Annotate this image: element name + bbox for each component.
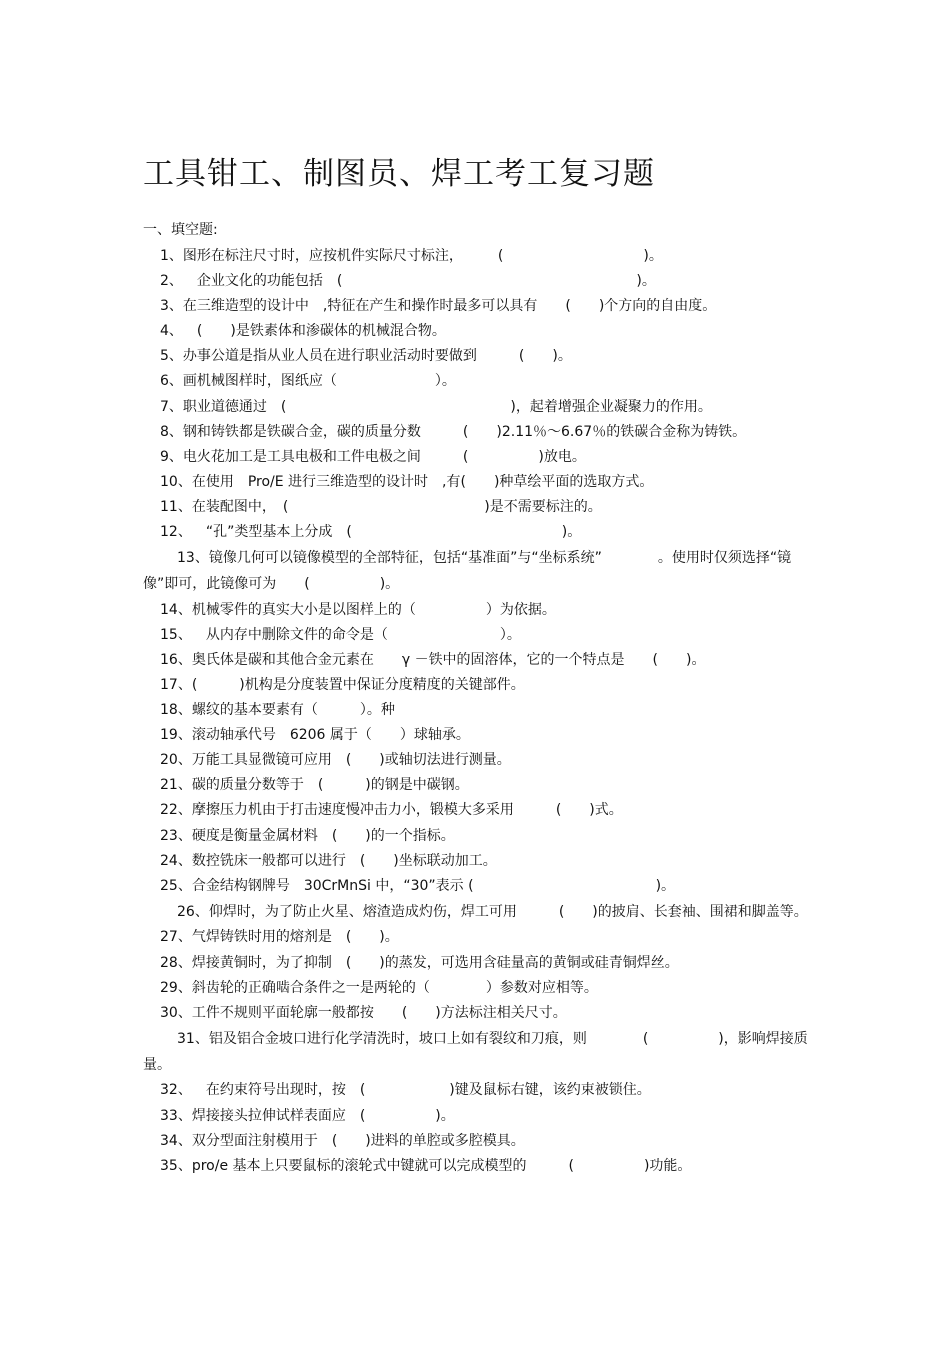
question-item — [143, 598, 808, 623]
question-number: 6、 — [160, 373, 183, 390]
question-item — [143, 520, 808, 545]
question-text: 摩擦压力机由于打击速度慢冲击力小，锻模大多采用 ( )式。 — [191, 802, 623, 819]
question-item — [143, 849, 808, 874]
question-number: 18、 — [160, 702, 192, 719]
question-number: 33、 — [160, 1107, 192, 1124]
question-text: “孔”类型基本上分成 ( )。 — [191, 524, 582, 541]
question-item — [143, 445, 808, 470]
question-number: 1、 — [160, 248, 183, 264]
question-text: 钢和铸铁都是铁碳合金，碳的质量分数 ( )2.11％～6.67％的铁碳合金称为铸铁。 — [182, 423, 747, 440]
question-item — [143, 1104, 808, 1129]
question-item — [143, 1001, 808, 1026]
question-item — [143, 244, 808, 269]
question-item — [143, 824, 808, 849]
question-text: 镜像几何可以镜像模型的全部特征，包括“基准面”与“坐标系统” 。使用时仅须选择“镜像”即可，此镜像可为 ( )。 — [143, 550, 792, 593]
question-item — [143, 723, 808, 748]
question-text: 在约束符号出现时，按 ( )键及鼠标右键，该约束被锁住。 — [191, 1082, 651, 1099]
question-number: 22、 — [160, 802, 192, 819]
question-item — [143, 1154, 808, 1179]
question-list — [143, 244, 808, 1179]
question-text: 焊接黄铜时，为了抑制 ( )的蒸发，可选用含硅量高的黄铜或硅青铜焊丝。 — [191, 954, 679, 971]
question-number: 7、 — [160, 398, 183, 415]
question-item — [143, 951, 808, 976]
question-item — [143, 899, 808, 925]
question-text: 焊接接头拉伸试样表面应 ( )。 — [191, 1107, 455, 1124]
question-number: 20、 — [160, 752, 192, 769]
question-text: 数控铣床一般都可以进行 ( )坐标联动加工。 — [191, 852, 497, 869]
question-item — [143, 319, 808, 344]
question-number: 8、 — [160, 423, 183, 440]
question-item — [143, 395, 808, 420]
question-number: 35、 — [160, 1157, 192, 1174]
question-number: 24、 — [160, 852, 192, 869]
question-item — [143, 874, 808, 899]
question-number: 19、 — [160, 727, 192, 744]
question-text: 企业文化的功能包括 ( )。 — [182, 273, 656, 290]
question-text: 滚动轴承代号 6206 属于（ ）球轴承。 — [191, 727, 470, 744]
question-number: 29、 — [160, 979, 192, 996]
question-text: pro/e 基本上只要鼠标的滚轮式中键就可以完成模型的 ( )功能。 — [191, 1157, 692, 1174]
question-item — [143, 648, 808, 673]
question-number: 17、 — [160, 677, 192, 693]
question-text: 从内存中删除文件的命令是（ ）。 — [191, 626, 521, 643]
question-number: 31、 — [177, 1030, 209, 1047]
question-item — [143, 420, 808, 445]
question-item — [143, 773, 808, 798]
question-number: 2、 — [160, 273, 183, 290]
question-number: 10、 — [160, 473, 192, 490]
question-text: 斜齿轮的正确啮合条件之一是两轮的（ ）参数对应相等。 — [191, 979, 598, 996]
question-number: 15、 — [160, 626, 192, 643]
question-text: 机械零件的真实大小是以图样上的（ ）为依据。 — [191, 601, 556, 618]
question-number: 4、 — [160, 323, 183, 340]
question-item — [143, 748, 808, 773]
question-text: 碳的质量分数等于 ( )的钢是中碳钢。 — [191, 777, 469, 794]
question-number: 14、 — [160, 601, 192, 618]
question-text: 工件不规则平面轮廓一般都按 ( )方法标注相关尺寸。 — [191, 1004, 567, 1021]
question-text: 铝及铝合金坡口进行化学清洗时，坡口上如有裂纹和刀痕，则 ( )，影响焊接质量。 — [143, 1030, 808, 1073]
question-text: ( )机构是分度装置中保证分度精度的关键部件。 — [191, 677, 525, 693]
question-text: 气焊铸铁时用的熔剂是 ( )。 — [191, 929, 399, 946]
question-item — [143, 294, 808, 319]
question-item — [143, 925, 808, 950]
question-item — [143, 470, 808, 495]
question-item — [143, 1129, 808, 1154]
question-item — [143, 545, 808, 597]
question-text: 电火花加工是工具电极和工件电极之间 ( )放电。 — [182, 448, 586, 465]
question-text: 职业道德通过 ( )，起着增强企业凝聚力的作用。 — [182, 398, 712, 415]
question-text: 万能工具显微镜可应用 ( )或轴切法进行测量。 — [191, 752, 511, 769]
question-number: 26、 — [177, 903, 209, 920]
question-item — [143, 495, 808, 520]
question-text: 在使用 Pro/E 进行三维造型的设计时 ,有( )种草绘平面的选取方式。 — [191, 473, 654, 490]
question-item — [143, 1026, 808, 1078]
question-text: 合金结构钢牌号 30CrMnSi 中，“30”表示 ( )。 — [191, 877, 676, 894]
question-number: 27、 — [160, 929, 192, 946]
question-number: 12、 — [160, 524, 192, 541]
question-number: 9、 — [160, 448, 183, 465]
question-text: ( )是铁素体和渗碳体的机械混合物。 — [182, 323, 446, 340]
question-number: 28、 — [160, 954, 192, 971]
question-item — [143, 269, 808, 294]
question-text: 硬度是衡量金属材料 ( )的一个指标。 — [191, 827, 455, 844]
question-text: 奥氏体是碳和其他合金元素在 γ －铁中的固溶体，它的一个特点是 ( )。 — [191, 651, 706, 668]
question-item — [143, 798, 808, 823]
question-number: 32、 — [160, 1082, 192, 1099]
question-text: 在装配图中， ( )是不需要标注的。 — [191, 498, 602, 515]
question-text: 在三维造型的设计中 ,特征在产生和操作时最多可以具有 ( )个方向的自由度。 — [182, 298, 717, 315]
question-number: 5、 — [160, 348, 183, 365]
question-item — [143, 673, 808, 698]
section-heading: 一、填空题: — [143, 222, 218, 238]
question-number: 13、 — [177, 550, 209, 567]
question-number: 30、 — [160, 1004, 192, 1021]
question-text: 双分型面注射模用于 ( )进料的单腔或多腔模具。 — [191, 1132, 525, 1149]
question-item — [143, 344, 808, 369]
question-text: 办事公道是指从业人员在进行职业活动时要做到 ( )。 — [182, 348, 572, 365]
question-item — [143, 698, 808, 723]
question-number: 3、 — [160, 298, 183, 315]
question-number: 34、 — [160, 1132, 192, 1149]
question-item — [143, 976, 808, 1001]
question-text: 仰焊时，为了防止火星、熔渣造成灼伤，焊工可用 ( )的披肩、长套袖、围裙和脚盖等。 — [208, 903, 808, 920]
question-item — [143, 1078, 808, 1103]
question-number: 21、 — [160, 777, 192, 794]
question-text: 图形在标注尺寸时，应按机件实际尺寸标注， ( )。 — [182, 248, 663, 264]
question-item — [143, 623, 808, 648]
question-text: 螺纹的基本要素有（ ）。种 — [191, 702, 395, 719]
question-number: 16、 — [160, 651, 192, 668]
question-number: 23、 — [160, 827, 192, 844]
question-number: 25、 — [160, 877, 192, 894]
question-number: 11、 — [160, 498, 192, 515]
question-item — [143, 369, 808, 394]
question-text: 画机械图样时，图纸应（ ）。 — [182, 373, 456, 390]
document-title: 工具钳工、制图员、焊工考工复习题 — [143, 156, 655, 192]
